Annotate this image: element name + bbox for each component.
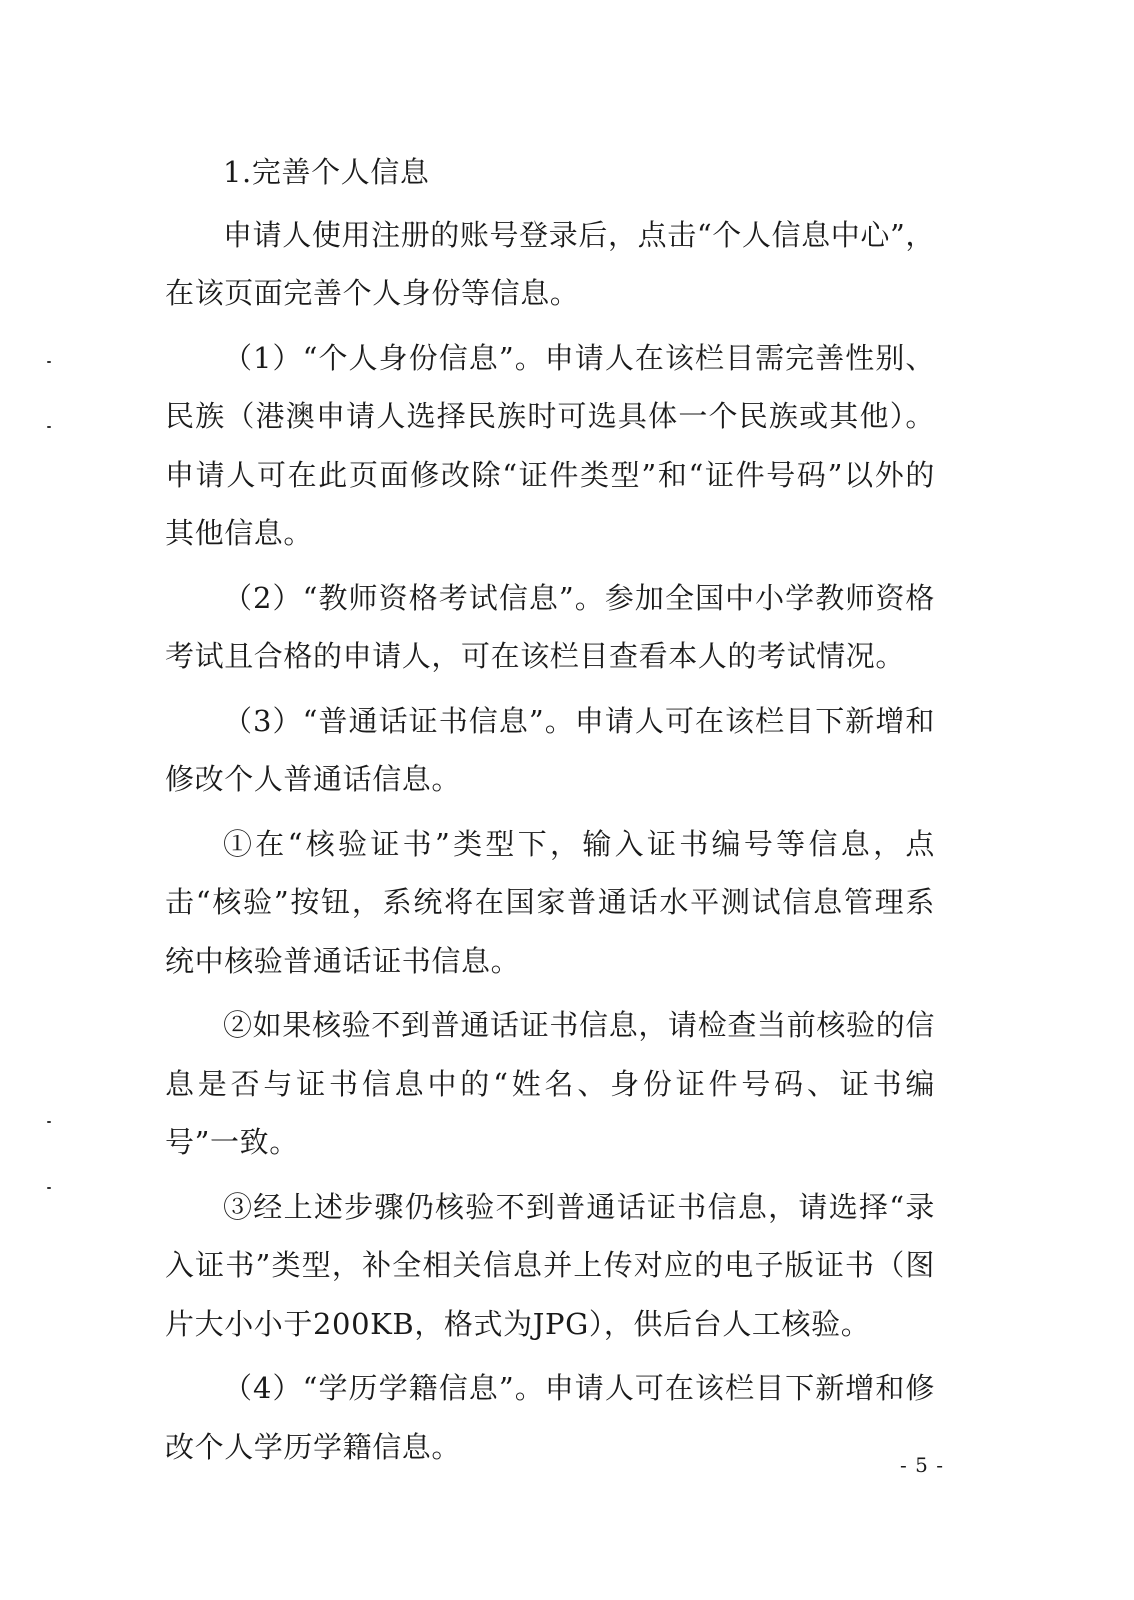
paragraph-step-3: ③经上述步骤仍核验不到普通话证书信息，请选择“录入证书”类型，补全相关信息并上传对应的电子版证书（图片大小小于200KB，格式为JPG），供后台人工核验。: [165, 1189, 935, 1341]
paragraph-step-2: ②如果核验不到普通话证书信息，请检查当前核验的信息是否与证书信息中的“姓名、身份证件号码、证书编号”一致。: [165, 1008, 935, 1159]
paragraph-mandarin-info: （3）“普通话证书信息”。申请人可在该栏目下新增和修改个人普通话信息。: [165, 703, 935, 796]
section-heading: 1.完善个人信息: [223, 155, 430, 189]
page-number: - 5 -: [900, 1453, 944, 1477]
scan-speck: [47, 361, 51, 363]
paragraph-identity-info: （1）“个人身份信息”。申请人在该栏目需完善性别、民族（港澳申请人选择民族时可选具体一个民族或其他）。申请人可在此页面修改除“证件类型”和“证件号码”以外的其他信息。: [165, 340, 935, 550]
paragraph-exam-info: （2）“教师资格考试信息”。参加全国中小学教师资格考试且合格的申请人，可在该栏目查看本人的考试情况。: [165, 580, 935, 673]
scan-speck: [47, 1187, 51, 1189]
paragraph-education-info: （4）“学历学籍信息”。申请人可在该栏目下新增和修改个人学历学籍信息。: [165, 1371, 935, 1464]
paragraph-intro: 申请人使用注册的账号登录后，点击“个人信息中心”，在该页面完善个人身份等信息。: [165, 217, 935, 310]
scan-speck: [47, 426, 51, 428]
paragraph-step-1: ①在“核验证书”类型下，输入证书编号等信息，点击“核验”按钮，系统将在国家普通话水平测试信息管理系统中核验普通话证书信息。: [165, 826, 935, 978]
document-body: [165, 143, 935, 1476]
scan-speck: [47, 1121, 51, 1123]
